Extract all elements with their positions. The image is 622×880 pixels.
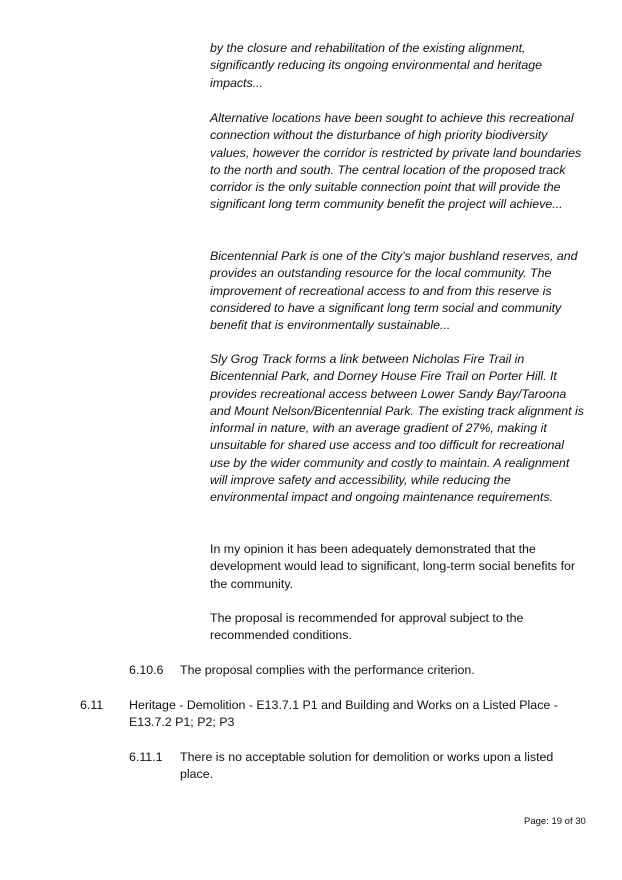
quote-paragraph-alternative-locations: Alternative locations have been sought to achieve this recreational connection without the disturbance of high priority biodiversity values, however the corridor is restricted by private land boundaries to the north and south. The central location of the proposed track corridor is the only suitable connection point that will provide the significant long term community benefit the project will achieve...	[210, 111, 582, 212]
section-heading-6-11: Heritage - Demolition - E13.7.1 P1 and Building and Works on a Listed Place - E13.7.2 P1; P2; P3	[129, 698, 558, 730]
item-number-6-11-1: 6.11.1	[129, 750, 163, 764]
recommendation-paragraph: The proposal is recommended for approval subject to the recommended conditions.	[210, 611, 524, 643]
item-number-6-10-6: 6.10.6	[129, 663, 164, 677]
quote-paragraph-bicentennial-park: Bicentennial Park is one of the City’s major bushland reserves, and provides an outstanding resource for the local community. The improvement of recreational access to and from this reserve is considered to have a significant long term social and community benefit that is environmentally sustainable...	[210, 249, 578, 333]
quote-paragraph-closure: by the closure and rehabilitation of the existing alignment, significantly reducing its ongoing environmental and heritage impacts...	[210, 41, 543, 90]
item-text-6-10-6: The proposal complies with the performance criterion.	[180, 663, 475, 677]
item-number-6-11: 6.11	[80, 698, 104, 712]
opinion-paragraph: In my opinion it has been adequately demonstrated that the development would lead to significant, long-term social benefits for the community.	[210, 542, 576, 591]
item-text-6-11-1: There is no acceptable solution for demolition or works upon a listed place.	[180, 750, 554, 782]
quote-paragraph-sly-grog-track: Sly Grog Track forms a link between Nicholas Fire Trail in Bicentennial Park, and Dorney House Fire Trail on Porter Hill. It provides recreational access between Lower Sandy Bay/Taroona and Mount Nelson/Bicentennial Park. The existing track alignment is informal in nature, with an average gradient of 27%, making it unsuitable for shared use access and too difficult for recreational use by the wider community and costly to maintain. A realignment will improve safety and accessibility, while reducing the environmental impact and ongoing maintenance requirements.	[210, 352, 584, 505]
page-number-footer: Page: 19 of 30	[524, 816, 586, 827]
